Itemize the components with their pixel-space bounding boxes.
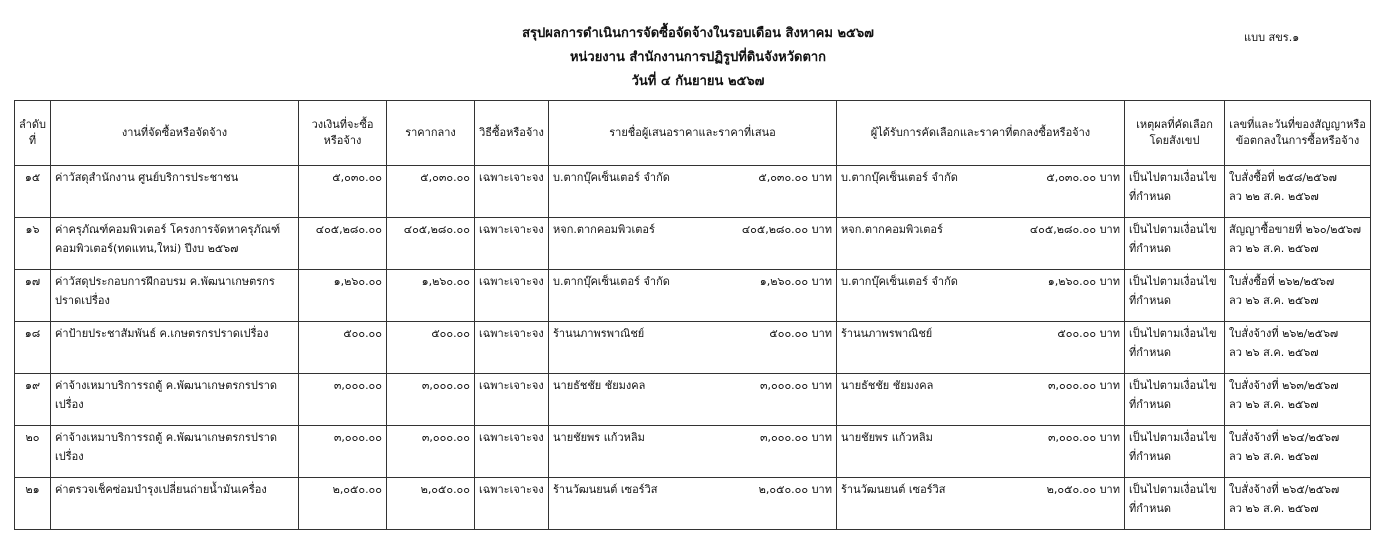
procurement-table [14, 100, 1371, 530]
row-item: ค่าตรวจเช็คซ่อมบำรุงเปลี่ยนถ่ายน้ำมันเครื่อง [51, 478, 299, 530]
row-item: ค่าวัสดุสำนักงาน ศูนย์บริการประชาชน [51, 166, 299, 218]
row-median: ๑,๒๖๐.๐๐ [387, 270, 475, 322]
row-contract-no: ใบสั่งซื้อที่ ๒๕๘/๒๕๖๗ [1229, 171, 1337, 184]
row-contract-date: ลว ๒๖ ส.ค. ๒๕๖๗ [1229, 242, 1319, 255]
row-contract-no: ใบสั่งจ้างที่ ๒๖๕/๒๕๖๗ [1229, 483, 1340, 496]
row-winner: บ.ตากบุ๊คเซ็นเตอร์ จำกัด [841, 275, 958, 288]
row-winner: ร้านนภาพรพาณิชย์ [841, 327, 933, 340]
table-row [15, 270, 1371, 322]
row-bid-amount: ๒,๐๕๐.๐๐ บาท [758, 483, 832, 496]
row-contract [1225, 322, 1371, 374]
row-bidder-cell [549, 322, 837, 374]
table-header-row [15, 101, 1371, 166]
row-winner-cell [837, 322, 1125, 374]
row-contract [1225, 426, 1371, 478]
row-method: เฉพาะเจาะจง [475, 218, 549, 270]
row-item: ค่าจ้างเหมาบริการรถตู้ ค.พัฒนาเกษตรกรปราดเปรื่อง [51, 426, 299, 478]
row-win-amount: ๑,๒๖๐.๐๐ บาท [1047, 275, 1120, 288]
row-method: เฉพาะเจาะจง [475, 270, 549, 322]
row-winner-cell [837, 270, 1125, 322]
row-winner: บ.ตากบุ๊คเซ็นเตอร์ จำกัด [841, 171, 958, 184]
col-bidders: รายชื่อผู้เสนอราคาและราคาที่เสนอ [549, 101, 837, 166]
row-contract-date: ลว ๒๖ ส.ค. ๒๕๖๗ [1229, 502, 1319, 515]
row-contract-date: ลว ๒๖ ส.ค. ๒๕๖๗ [1229, 294, 1319, 307]
row-winner-cell [837, 166, 1125, 218]
form-code: แบบ สขร.๑ [1244, 31, 1300, 44]
table-row [15, 166, 1371, 218]
row-win-amount: ๔๐๕,๒๘๐.๐๐ บาท [1029, 223, 1120, 236]
row-item: ค่าจ้างเหมาบริการรถตู้ ค.พัฒนาเกษตรกรปราดเปรื่อง [51, 374, 299, 426]
col-budget: วงเงินที่จะซื้อหรือจ้าง [299, 101, 387, 166]
row-contract-no: ใบสั่งจ้างที่ ๒๖๓/๒๕๖๗ [1229, 379, 1339, 392]
document-title: สรุปผลการดำเนินการจัดซื้อจัดจ้างในรอบเดือน สิงหาคม ๒๕๖๗ [522, 26, 874, 41]
row-contract [1225, 374, 1371, 426]
row-bid-amount: ๓,๐๐๐.๐๐ บาท [760, 379, 832, 392]
col-median: ราคากลาง [387, 101, 475, 166]
row-win-amount: ๓,๐๐๐.๐๐ บาท [1048, 431, 1120, 444]
row-median: ๓,๐๐๐.๐๐ [387, 426, 475, 478]
row-method: เฉพาะเจาะจง [475, 478, 549, 530]
row-bidder: บ.ตากบุ๊คเซ็นเตอร์ จำกัด [553, 275, 670, 288]
row-contract [1225, 218, 1371, 270]
row-contract-date: ลว ๒๖ ส.ค. ๒๕๖๗ [1229, 450, 1319, 463]
row-no: ๑๗ [15, 270, 51, 322]
row-budget: ๕๐๐.๐๐ [299, 322, 387, 374]
row-bid-amount: ๕๐๐.๐๐ บาท [769, 327, 832, 340]
row-budget: ๓,๐๐๐.๐๐ [299, 426, 387, 478]
row-no: ๑๕ [15, 166, 51, 218]
row-median: ๕,๐๓๐.๐๐ [387, 166, 475, 218]
row-winner-cell [837, 218, 1125, 270]
row-no: ๑๘ [15, 322, 51, 374]
row-no: ๒๐ [15, 426, 51, 478]
row-bid-amount: ๔๐๕,๒๘๐.๐๐ บาท [741, 223, 832, 236]
table-row [15, 322, 1371, 374]
row-bidder: หจก.ตากคอมพิวเตอร์ [553, 223, 655, 236]
row-reason: เป็นไปตามเงื่อนไขที่กำหนด [1125, 270, 1225, 322]
row-no: ๑๙ [15, 374, 51, 426]
row-bidder-cell [549, 166, 837, 218]
row-budget: ๒,๐๕๐.๐๐ [299, 478, 387, 530]
row-bidder: ร้านนภาพรพาณิชย์ [553, 327, 645, 340]
row-median: ๒,๐๕๐.๐๐ [387, 478, 475, 530]
row-reason: เป็นไปตามเงื่อนไขที่กำหนด [1125, 322, 1225, 374]
row-contract [1225, 478, 1371, 530]
row-bidder-cell [549, 426, 837, 478]
row-winner-cell [837, 374, 1125, 426]
row-method: เฉพาะเจาะจง [475, 322, 549, 374]
row-contract [1225, 166, 1371, 218]
row-item: ค่าป้ายประชาสัมพันธ์ ค.เกษตรกรปราดเปรื่อง [51, 322, 299, 374]
col-winner: ผู้ได้รับการคัดเลือกและราคาที่ตกลงซื้อหรือจ้าง [837, 101, 1125, 166]
row-median: ๔๐๕,๒๘๐.๐๐ [387, 218, 475, 270]
col-item: งานที่จัดซื้อหรือจัดจ้าง [51, 101, 299, 166]
row-method: เฉพาะเจาะจง [475, 426, 549, 478]
table-row [15, 426, 1371, 478]
row-contract-no: สัญญาซื้อขายที่ ๒๖๐/๒๕๖๗ [1229, 223, 1362, 236]
row-winner-cell [837, 478, 1125, 530]
row-reason: เป็นไปตามเงื่อนไขที่กำหนด [1125, 478, 1225, 530]
row-winner: ร้านวัฒนยนต์ เซอร์วิส [841, 483, 946, 496]
row-win-amount: ๕,๐๓๐.๐๐ บาท [1046, 171, 1120, 184]
row-item: ค่าครุภัณฑ์คอมพิวเตอร์ โครงการจัดหาครุภัณฑ์คอมพิวเตอร์(ทดแทน,ใหม่) ปีงบ ๒๕๖๗ [51, 218, 299, 270]
row-winner-cell [837, 426, 1125, 478]
row-bidder-cell [549, 478, 837, 530]
row-bidder: นายธัชชัย ชัยมงคล [553, 379, 646, 392]
row-budget: ๔๐๕,๒๘๐.๐๐ [299, 218, 387, 270]
row-budget: ๕,๐๓๐.๐๐ [299, 166, 387, 218]
row-contract-no: ใบสั่งซื้อที่ ๒๖๒/๒๕๖๗ [1229, 275, 1335, 288]
row-reason: เป็นไปตามเงื่อนไขที่กำหนด [1125, 218, 1225, 270]
row-contract-no: ใบสั่งจ้างที่ ๒๖๒/๒๕๖๗ [1229, 327, 1339, 340]
row-win-amount: ๒,๐๕๐.๐๐ บาท [1046, 483, 1120, 496]
report-date: วันที่ ๔ กันยายน ๒๕๖๗ [631, 74, 765, 89]
row-method: เฉพาะเจาะจง [475, 374, 549, 426]
row-median: ๕๐๐.๐๐ [387, 322, 475, 374]
agency-name: หน่วยงาน สำนักงานการปฏิรูปที่ดินจังหวัดตาก [569, 50, 827, 65]
row-reason: เป็นไปตามเงื่อนไขที่กำหนด [1125, 166, 1225, 218]
row-reason: เป็นไปตามเงื่อนไขที่กำหนด [1125, 374, 1225, 426]
col-reason: เหตุผลที่คัดเลือกโดยสังเขป [1125, 101, 1225, 166]
row-bid-amount: ๓,๐๐๐.๐๐ บาท [760, 431, 832, 444]
row-method: เฉพาะเจาะจง [475, 166, 549, 218]
row-win-amount: ๕๐๐.๐๐ บาท [1057, 327, 1120, 340]
row-winner: นายชัยพร แก้วหลิม [841, 431, 933, 444]
row-median: ๓,๐๐๐.๐๐ [387, 374, 475, 426]
row-bidder-cell [549, 270, 837, 322]
row-winner: นายธัชชัย ชัยมงคล [841, 379, 934, 392]
row-win-amount: ๓,๐๐๐.๐๐ บาท [1048, 379, 1120, 392]
row-contract-date: ลว ๒๖ ส.ค. ๒๕๖๗ [1229, 398, 1319, 411]
table-row [15, 478, 1371, 530]
row-contract-no: ใบสั่งจ้างที่ ๒๖๔/๒๕๖๗ [1229, 431, 1340, 444]
row-bidder: นายชัยพร แก้วหลิม [553, 431, 645, 444]
row-reason: เป็นไปตามเงื่อนไขที่กำหนด [1125, 426, 1225, 478]
row-item: ค่าวัสดุประกอบการฝึกอบรม ค.พัฒนาเกษตรกรปราดเปรื่อง [51, 270, 299, 322]
row-budget: ๓,๐๐๐.๐๐ [299, 374, 387, 426]
row-no: ๒๑ [15, 478, 51, 530]
row-contract [1225, 270, 1371, 322]
row-bidder-cell [549, 374, 837, 426]
row-bid-amount: ๕,๐๓๐.๐๐ บาท [758, 171, 832, 184]
row-bidder-cell [549, 218, 837, 270]
row-bidder: ร้านวัฒนยนต์ เซอร์วิส [553, 483, 658, 496]
row-contract-date: ลว ๒๒ ส.ค. ๒๕๖๗ [1229, 190, 1319, 203]
col-no: ลำดับที่ [15, 101, 51, 166]
row-bidder: บ.ตากบุ๊คเซ็นเตอร์ จำกัด [553, 171, 670, 184]
row-no: ๑๖ [15, 218, 51, 270]
table-row [15, 374, 1371, 426]
row-contract-date: ลว ๒๖ ส.ค. ๒๕๖๗ [1229, 346, 1319, 359]
col-method: วิธีซื้อหรือจ้าง [475, 101, 549, 166]
row-bid-amount: ๑,๒๖๐.๐๐ บาท [759, 275, 832, 288]
col-contract: เลขที่และวันที่ของสัญญาหรือข้อตกลงในการซื้อหรือจ้าง [1225, 101, 1371, 166]
row-budget: ๑,๒๖๐.๐๐ [299, 270, 387, 322]
row-winner: หจก.ตากคอมพิวเตอร์ [841, 223, 943, 236]
table-row [15, 218, 1371, 270]
